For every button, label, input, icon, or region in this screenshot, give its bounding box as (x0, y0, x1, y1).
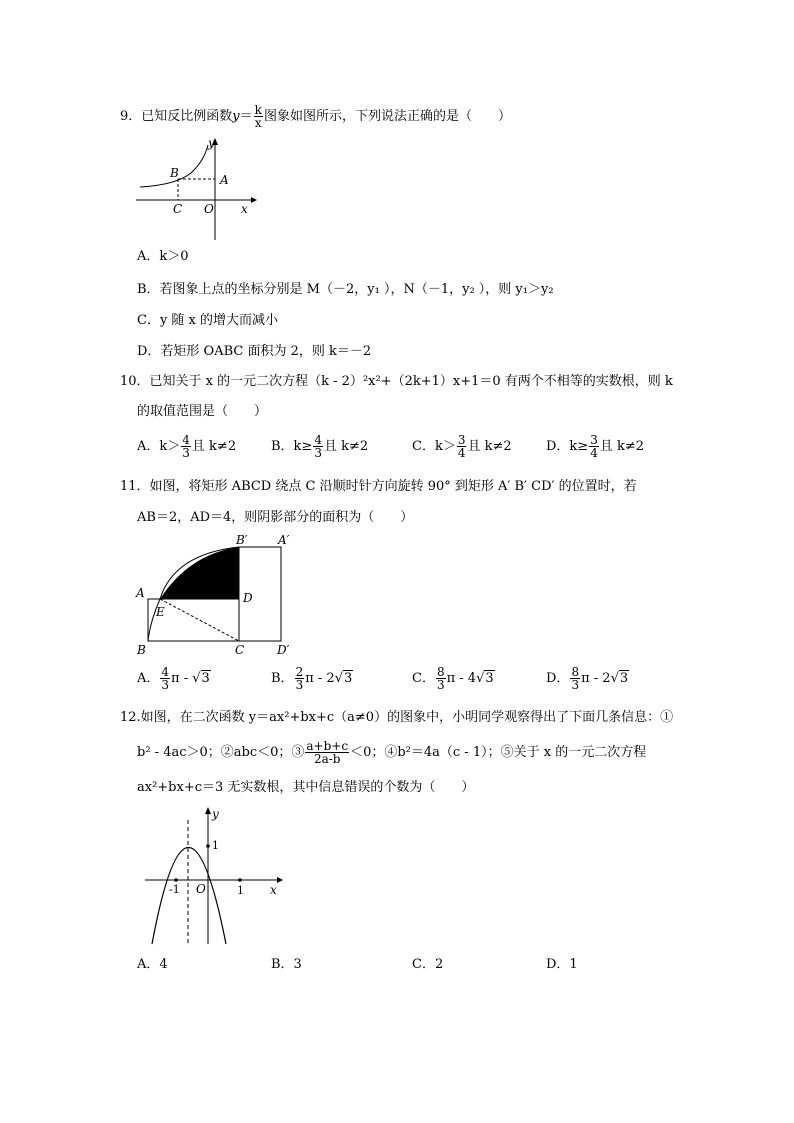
q11-option-d-num: 8 (571, 665, 580, 679)
q12-line2-frac (305, 740, 349, 765)
q11-label-c: C (235, 643, 245, 657)
q9-figure (136, 135, 256, 240)
q9-stem (120, 104, 511, 129)
q12-line2-den: 2a-b (313, 752, 341, 766)
q11-stem-line1: 11．如图，将矩形 ABCD 绕点 C 沿顺时针方向旋转 90° 到矩形 A′ B′ CD′ 的位置时，若 (120, 479, 637, 494)
q12-option-a: A．4 (137, 957, 168, 972)
q9-label-a: A (220, 173, 229, 187)
q9-option-b: B．若图象上点的坐标分别是 M（－2，y₁ ），N（－1，y₂ ），则 y₁＞y₂ (137, 282, 554, 297)
q12-label-o: O (196, 882, 206, 896)
q12-parabola (152, 848, 226, 945)
q11-option-c-frac (436, 666, 446, 691)
q11-option-a-post: π - (171, 671, 193, 686)
q10-option-d-pre: D．k≥ (546, 439, 589, 454)
q11-option-a-frac (160, 666, 170, 691)
q9-stem-a: 已知反比例函数 (141, 109, 233, 124)
q10-option-c-num: 3 (457, 433, 466, 447)
q12-y-arrow-icon (205, 807, 211, 814)
q12-option-c: C．2 (412, 957, 444, 972)
q11-option-a-pre: A． (137, 671, 160, 686)
q9-frac-num: k (254, 103, 262, 117)
q9-option-c: C．y 随 x 的增大而减小 (137, 313, 279, 328)
q11-option-b-pre: B． (271, 671, 294, 686)
q11-dash-ec (160, 599, 239, 641)
q11-label-e: E (156, 605, 165, 619)
q11-label-a: A (136, 586, 145, 600)
q12-stem-line3: ax²+bx+c＝3 无实数根，其中信息错误的个数为（ ） (137, 780, 475, 795)
q11-shaded-region (160, 547, 239, 599)
q11-option-d: D． $\frac{8}{3}$ π - 2√3 (546, 665, 629, 692)
q11-label-b: B (137, 643, 146, 657)
q10-option-a-frac (181, 434, 191, 459)
q9-x-arrow-icon (251, 197, 257, 203)
q10-option-c-den: 4 (457, 446, 466, 460)
q12-option-d: D．1 (546, 957, 578, 972)
q9-label-x: x (241, 202, 248, 216)
q12-option-b: B．3 (271, 957, 302, 972)
q11-option-d-post: π - 2 (581, 671, 611, 686)
q10-option-d (546, 434, 644, 459)
q11-option-b: B． $\frac{2}{3}$ π - 2√3 (271, 665, 353, 692)
q9-stem-b: 图象如图所示，下列说法正确的是（ ） (263, 109, 511, 124)
q11-option-b-post: π - 2 (305, 671, 335, 686)
q10-option-c (412, 434, 512, 459)
q10-option-c-pre: C．k＞ (412, 439, 456, 454)
q10-option-a (137, 434, 236, 459)
q12-line2-pre: b² - 4ac＞0；②abc＜0；③ (137, 745, 305, 760)
q10-stem-line2: 的取值范围是（ ） (137, 404, 268, 419)
q9-label-o: O (204, 202, 214, 216)
q12-x-arrow-icon (277, 877, 283, 883)
q11-option-a-den: 3 (161, 678, 170, 692)
q10-option-b (271, 434, 368, 459)
q12-point-y1 (206, 844, 210, 848)
q10-option-b-post: 且 k≠2 (323, 439, 369, 454)
q11-option-c: C． $\frac{8}{3}$ π - 4√3 (412, 665, 494, 692)
q11-label-b1: B′ (236, 533, 248, 547)
q11-option-a-num: 4 (161, 665, 170, 679)
q11-option-c-rad: 3 (485, 671, 494, 686)
q10-option-c-frac (457, 434, 467, 459)
q10-option-a-post: 且 k≠2 (191, 439, 237, 454)
q10-option-d-num: 3 (590, 433, 598, 447)
q9-number: 9． (120, 109, 142, 124)
q11-option-c-pre: C． (412, 671, 435, 686)
q12-label-x: x (270, 883, 277, 897)
q12-stem-line1: 12.如图，在二次函数 y＝ax²+bx+c（a≠0）的图象中，小明同学观察得出了下面几条信息：① (120, 710, 674, 725)
q12-figure (140, 806, 290, 946)
q10-option-d-post: 且 k≠2 (599, 439, 645, 454)
q11-option-d-frac (570, 666, 580, 691)
q11-option-c-num: 8 (436, 665, 445, 679)
q11-label-a1: A′ (278, 533, 290, 547)
q10-option-d-den: 4 (590, 446, 598, 460)
q11-stem-line2: AB＝2，AD＝4，则阴影部分的面积为（ ） (137, 510, 414, 525)
q11-label-d: D (243, 591, 253, 605)
q9-stem-eq: ＝ (239, 109, 253, 124)
q11-option-d-pre: D． (546, 671, 570, 686)
q11-option-b-num: 2 (295, 665, 304, 679)
q11-label-d1: D′ (277, 643, 290, 657)
q12-line2-num: a+b+c (306, 739, 349, 753)
q10-option-b-pre: B．k≥ (271, 439, 313, 454)
q10-option-d-frac (589, 434, 599, 459)
q12-label-one-y: 1 (212, 839, 219, 852)
q9-label-c: C (173, 202, 183, 216)
q11-option-b-den: 3 (295, 678, 304, 692)
q10-option-a-den: 3 (182, 446, 190, 460)
q10-option-c-post: 且 k≠2 (467, 439, 512, 454)
q9-label-b: B (170, 166, 179, 180)
q12-label-y: y (212, 807, 219, 821)
q11-option-d-den: 3 (571, 678, 580, 692)
q11-option-d-rad: 3 (619, 671, 629, 686)
q10-option-b-num: 4 (314, 433, 322, 447)
q11-figure (134, 532, 299, 658)
q11-option-a-rad: 3 (201, 671, 210, 686)
q11-option-c-den: 3 (436, 678, 445, 692)
q11-option-b-frac (295, 666, 305, 691)
q12-line2-post: ＜0；④b²＝4a（c - 1）；⑤关于 x 的一元二次方程 (350, 745, 647, 760)
q9-stem-y: y (232, 109, 240, 124)
q10-option-a-num: 4 (182, 433, 190, 447)
q9-fraction (254, 104, 263, 129)
q10-option-a-pre: A．k＞ (137, 439, 181, 454)
q12-point-neg1 (174, 878, 178, 882)
q9-frac-den: x (254, 116, 262, 130)
q12-label-one-x: 1 (237, 884, 244, 897)
q12-label-neg1: -1 (169, 883, 180, 896)
q11-option-b-rad: 3 (343, 671, 353, 686)
q10-option-b-den: 3 (314, 446, 322, 460)
q10-stem-line1: 10．已知关于 x 的一元二次方程（k - 2）²x²+（2k+1）x+1＝0 有两个不相等的实数根，则 k (120, 374, 673, 389)
q11-option-c-post: π - 4 (446, 671, 477, 686)
q9-label-y: y (208, 136, 215, 150)
q11-option-a: A． $\frac{4}{3}$ π - √3 (137, 665, 210, 692)
q12-stem-line2 (137, 740, 646, 765)
q12-point-x1 (238, 878, 242, 882)
q10-option-b-frac (313, 434, 323, 459)
q9-option-a: A．k＞0 (137, 249, 189, 264)
q9-option-d: D．若矩形 OABC 面积为 2，则 k＝－2 (137, 344, 372, 359)
